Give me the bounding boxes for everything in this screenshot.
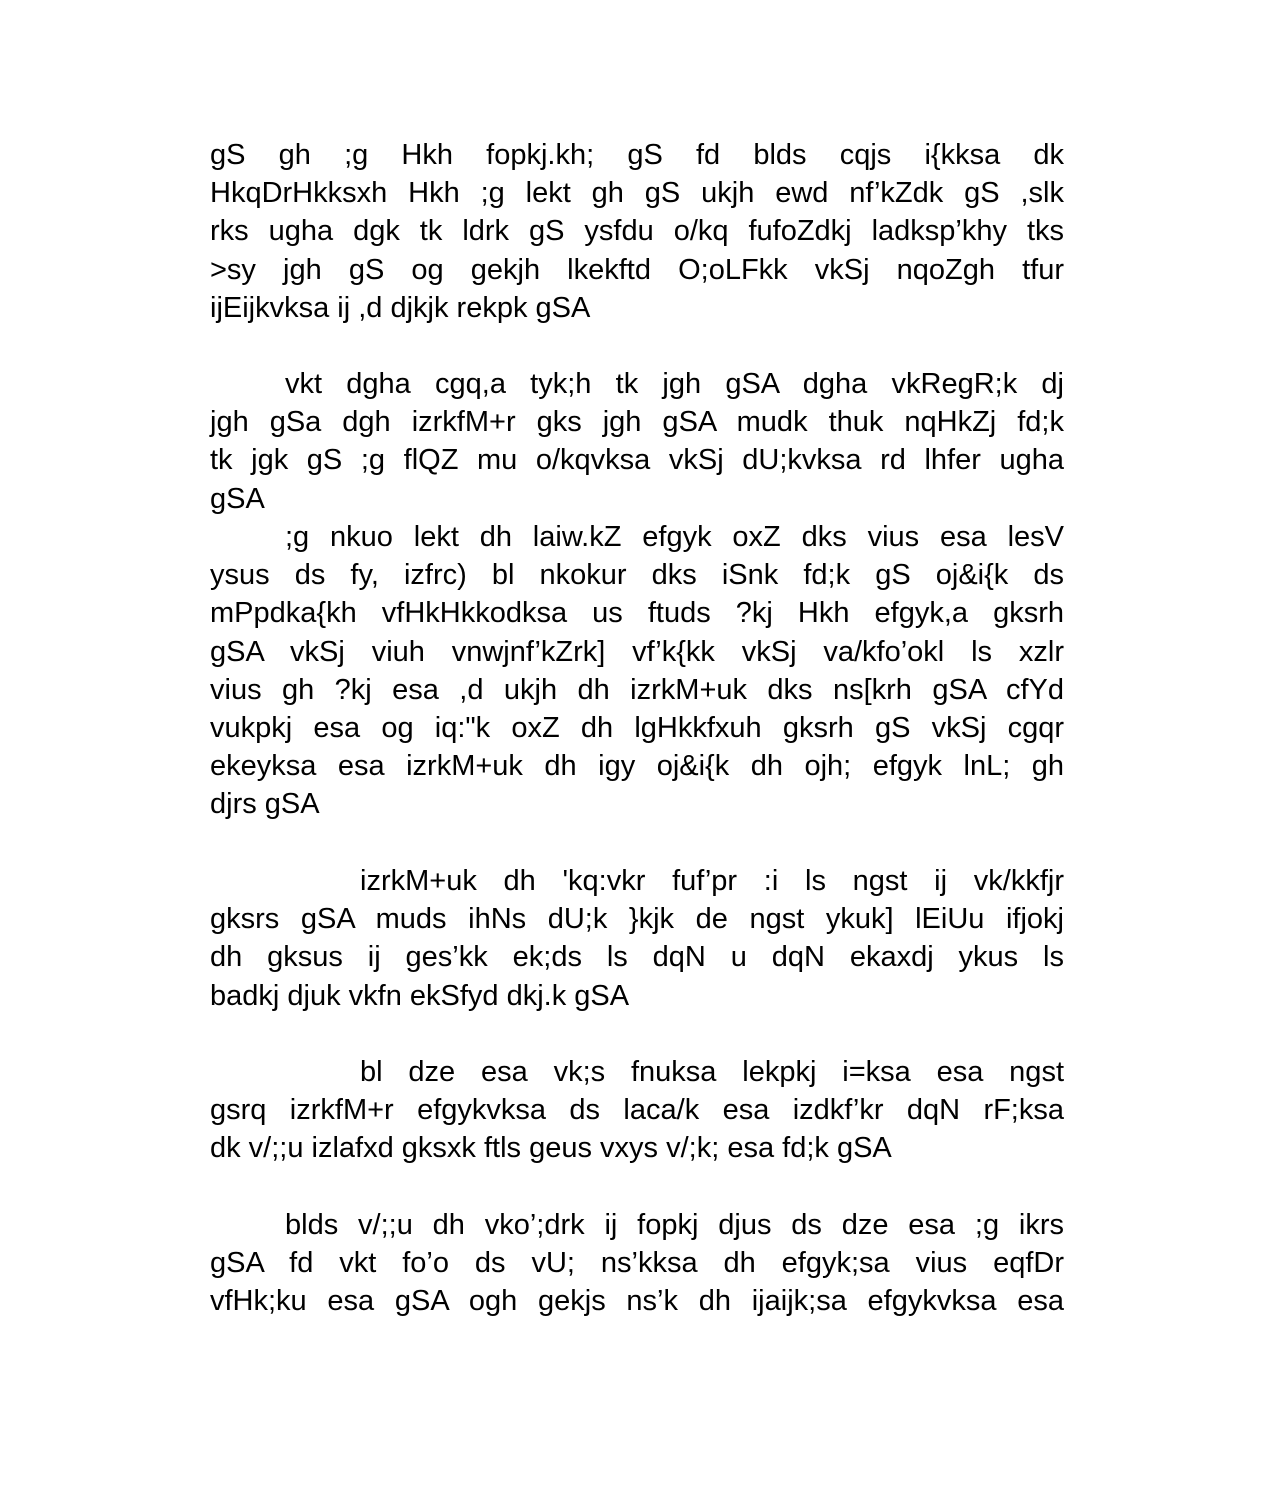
paragraph-line: jgh gSa dgh izrkfM+r gks jgh gSA mudk thuk nqHkZj fd;k	[210, 406, 1064, 439]
paragraph-line: izrkM+uk dh 'kq:vkr fuf’pr :i ls ngst ij vk/kkfjr	[360, 865, 1064, 897]
paragraph-line: ;g nkuo lekt dh laiw.kZ efgyk oxZ dks vius esa lesV	[285, 521, 1064, 553]
paragraph-line: badkj djuk vkfn ekSfyd dkj.k gSA	[210, 979, 630, 1012]
paragraph-1	[210, 136, 1064, 327]
paragraph-line: vukpkj esa og iq:"k oxZ dh lgHkkfxuh gksrh gS vkSj cgqr	[210, 711, 1064, 744]
paragraph-line: ekeyksa esa izrkM+uk dh igy oj&i{k dh ojh; efgyk lnL; gh	[210, 750, 1064, 783]
paragraph-line: djrs gSA	[210, 788, 320, 821]
paragraph-6	[210, 1206, 1064, 1321]
paragraph-line: HkqDrHkksxh Hkh ;g lekt gh gS ukjh ewd nf’kZdk gS ,slk	[210, 177, 1064, 210]
paragraph-3	[210, 518, 1064, 824]
paragraph-line: blds v/;;u dh vko’;drk ij fopkj djus ds dze esa ;g ikrs	[285, 1209, 1064, 1241]
paragraph-line: ysus ds fy, izfrc) bl nkokur dks iSnk fd;k gS oj&i{k ds	[210, 559, 1064, 592]
paragraph-5	[210, 1053, 1064, 1168]
paragraph-line: gSA fd vkt fo’o ds vU; ns’kksa dh efgyk;sa vius eqfDr	[210, 1247, 1064, 1280]
paragraph-line: tk jgk gS ;g flQZ mu o/kqvksa vkSj dU;kvksa rd lhfer ugha	[210, 444, 1064, 477]
paragraph-line: dk v/;;u izlafxd gksxk ftls geus vxys v/;k; esa fd;k gSA	[210, 1132, 892, 1165]
paragraph-line: mPpdka{kh vfHkHkkodksa us ftuds ?kj Hkh efgyk,a gksrh	[210, 597, 1064, 630]
paragraph-line: gksrs gSA muds ihNs dU;k }kjk de ngst ykuk] lEiUu ifjokj	[210, 903, 1064, 936]
paragraph-line: gsrq izrkfM+r efgykvksa ds laca/k esa izdkf’kr dqN rF;ksa	[210, 1094, 1064, 1127]
paragraph-line: gS gh ;g Hkh fopkj.kh; gS fd blds cqjs i{kksa dk	[210, 139, 1064, 171]
paragraph-line: vfHk;ku esa gSA ogh gekjs ns’k dh ijaijk;sa efgykvksa esa	[210, 1285, 1064, 1318]
paragraph-line: gSA vkSj viuh vnwjnf’kZrk] vf’k{kk vkSj va/kfo’okl ls xzlr	[210, 635, 1064, 668]
paragraph-line: gSA	[210, 482, 265, 515]
paragraph-line: dh gksus ij ges’kk ek;ds ls dqN u dqN ekaxdj ykus ls	[210, 941, 1064, 974]
paragraph-4	[210, 862, 1064, 1015]
paragraph-line: vius gh ?kj esa ,d ukjh dh izrkM+uk dks ns[krh gSA cfYd	[210, 673, 1064, 706]
paragraph-line: bl dze esa vk;s fnuksa lekpkj i=ksa esa ngst	[360, 1056, 1064, 1088]
paragraph-line: ijEijkvksa ij ,d djkjk rekpk gSA	[210, 291, 591, 324]
paragraph-line: vkt dgha cgq,a tyk;h tk jgh gSA dgha vkRegR;k dj	[285, 368, 1064, 400]
paragraph-2	[210, 365, 1064, 518]
paragraph-line: rks ugha dgk tk ldrk gS ysfdu o/kq fufoZdkj ladksp’khy tks	[210, 215, 1064, 248]
paragraph-line: >sy jgh gS og gekjh lkekftd O;oLFkk vkSj nqoZgh tfur	[210, 253, 1064, 286]
